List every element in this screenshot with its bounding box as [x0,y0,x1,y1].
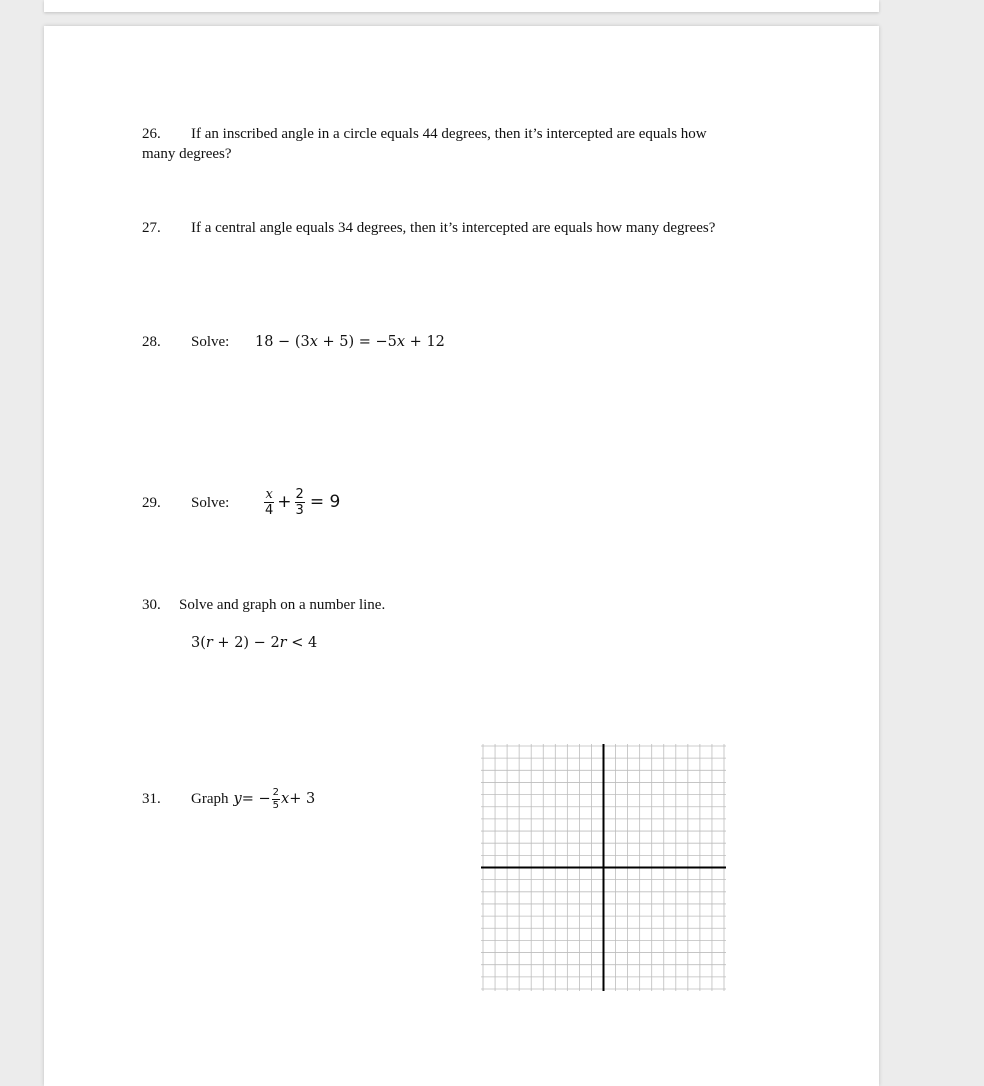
eq29-frac2-denominator: 3 [295,502,304,518]
eq28-part-c: + 12 [405,334,445,350]
question-28-number: 28. [142,334,161,350]
question-31-number: 31. [142,791,161,807]
question-30-label: Solve and graph on a number line. [179,597,386,613]
eq29-frac1-numerator: x [265,486,273,502]
q31-frac-denominator: 5 [272,800,279,811]
question-26-text-line2: many degrees? [142,146,232,162]
question-27-text: If a central angle equals 34 degrees, then it’s intercepted are equals how many degrees? [191,220,716,236]
ineq30-part-a: 3( [191,635,206,651]
q31-graph-label: Graph [191,791,229,807]
q31-frac-numerator: 2 [272,787,279,798]
eq29-fraction-2-over-3 [295,488,305,517]
eq29-frac1-denominator: 4 [265,502,274,518]
eq29-plus-sign: + [277,492,292,512]
previous-page-edge [44,0,879,12]
question-31-prompt [191,778,315,821]
question-30-number: 30. [142,597,161,613]
eq29-rhs: = 9 [309,492,341,512]
question-29-equation [263,482,340,522]
question-26-number: 26. [142,126,161,142]
question-30-inequality [191,634,317,653]
ineq30-part-b: + 2) − 2 [212,635,280,651]
q31-equals-minus: = − [241,791,271,807]
ineq30-var-r1: r [205,635,213,651]
document-page [44,26,879,1086]
question-26-text-line1: If an inscribed angle in a circle equals 44 degrees, then it’s intercepted are equals how [191,126,707,142]
ineq30-part-c: < 4 [286,635,318,651]
eq28-var-x1: x [309,334,318,350]
question-29-number: 29. [142,495,161,511]
q31-fraction-2-over-5 [272,788,280,811]
ineq30-var-r2: r [279,635,287,651]
question-27-number: 27. [142,220,161,236]
q31-var-x: x [281,791,290,807]
question-28-equation [255,333,445,352]
coordinate-grid [481,744,726,991]
eq29-frac2-numerator: 2 [295,486,304,502]
eq29-fraction-x-over-4 [264,488,274,517]
q31-var-y: y [233,791,242,807]
eq28-part-b: + 5) = −5 [317,334,397,350]
q31-tail: + 3 [289,791,316,807]
question-28-label: Solve: [191,334,230,350]
eq28-var-x2: x [396,334,406,350]
eq28-part-a: 18 − (3 [255,334,310,350]
question-29-label: Solve: [191,495,230,511]
